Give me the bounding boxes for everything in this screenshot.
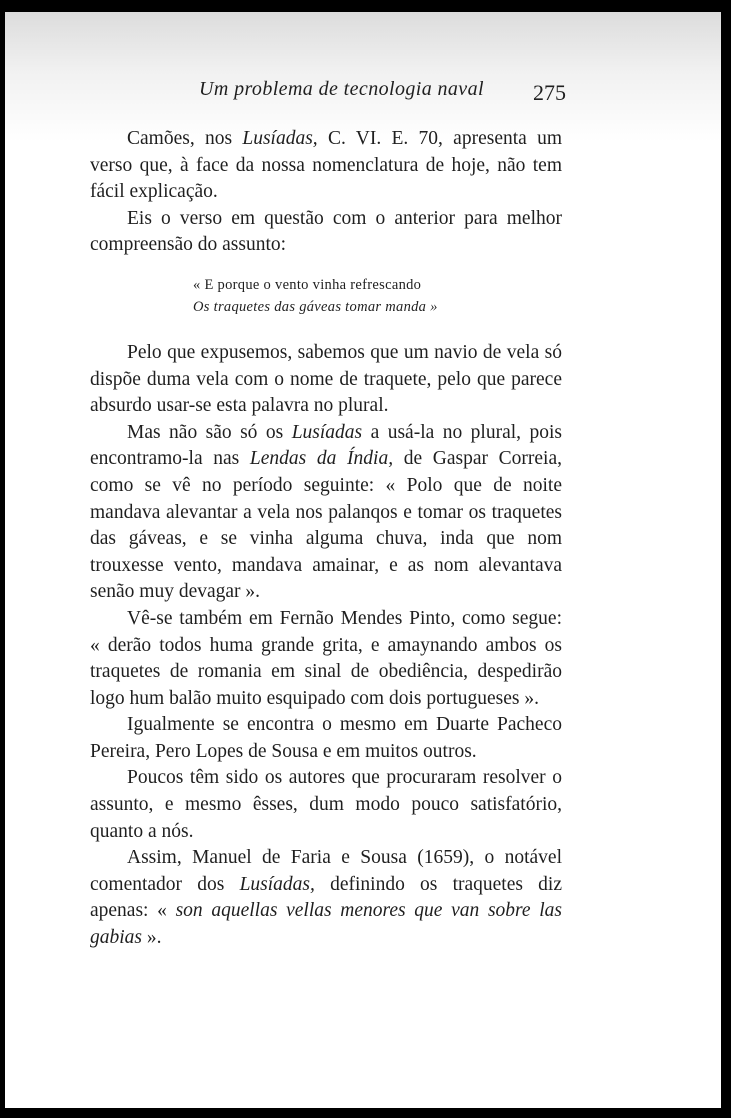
paragraph-1 xyxy=(90,126,562,206)
text-run: definindo os traquetes diz apenas: « xyxy=(90,873,563,922)
italic-title: Lusíadas xyxy=(291,421,363,443)
verse-line-2: Os traquetes das gáveas tomar manda » xyxy=(193,298,438,315)
paragraph-6: Igualmente se encontra o mesmo em Duarte Pacheco Pereira, Pero Lopes de Sousa e em muitos outros. xyxy=(90,714,562,762)
italic-title: Lusíadas, xyxy=(242,128,318,149)
paragraph-7: Poucos têm sido os autores que procuraram resolver o assunto, e mesmo êsses, dum modo pouco satisfatório, quanto a nós. xyxy=(90,767,562,842)
text-run: a usá-la no plural, pois encontramo-la nas xyxy=(90,421,562,470)
paragraph-2: Eis o verso em questão com o anterior para melhor compreensão do assunto: xyxy=(90,207,562,256)
text-run: Mas não são só os xyxy=(127,421,292,443)
verse-quote xyxy=(193,274,562,318)
text-run: C. VI. E. 70, apresenta um verso que, à face da nossa nomenclatura de hoje, não tem fácil explicação. xyxy=(90,128,562,203)
paragraph-8 xyxy=(90,845,562,951)
running-header xyxy=(0,78,731,112)
paragraph-3: Pelo que expusemos, sabemos que um navio de vela só dispõe duma vela com o nome de traquete, pelo que parece absurdo usar-se esta palavra no plural. xyxy=(90,341,562,417)
text-run: de Gaspar Correia, como se vê no período seguinte: « Polo que de noite mandava alevantar a vela nos palanqos e tomar os traquetes das gáveas, e se vinha alguma chuva, inda que nom trouxesse vento, mandava amainar, e as nom alevantava senão muy devagar ». xyxy=(90,448,562,603)
italic-quote: son aquellas vellas menores que van sobre las gabias xyxy=(90,900,562,949)
text-run: ». xyxy=(142,927,162,949)
page-number: 275 xyxy=(533,80,566,105)
paragraph-5: Vê-se também em Fernão Mendes Pinto, como segue: « derão todos huma grande grita, e amaynando ambos os traquetes de romania em sinal de obediência, despedirão logo hum balão muito esquipado com dois portugueses ». xyxy=(90,607,562,709)
header-title: Um problema de tecnologia naval xyxy=(199,78,484,100)
italic-title: Lendas da Índia, xyxy=(249,448,394,470)
verse-line-1: « E porque o vento vinha refrescando xyxy=(193,276,422,293)
italic-title: Lusíadas, xyxy=(239,873,315,895)
text-run: Assim, Manuel de Faria e Sousa (1659), o notável comentador dos xyxy=(90,847,562,895)
body-text xyxy=(90,126,562,952)
paragraph-4 xyxy=(90,420,562,606)
text-run: Camões, nos xyxy=(127,128,243,149)
